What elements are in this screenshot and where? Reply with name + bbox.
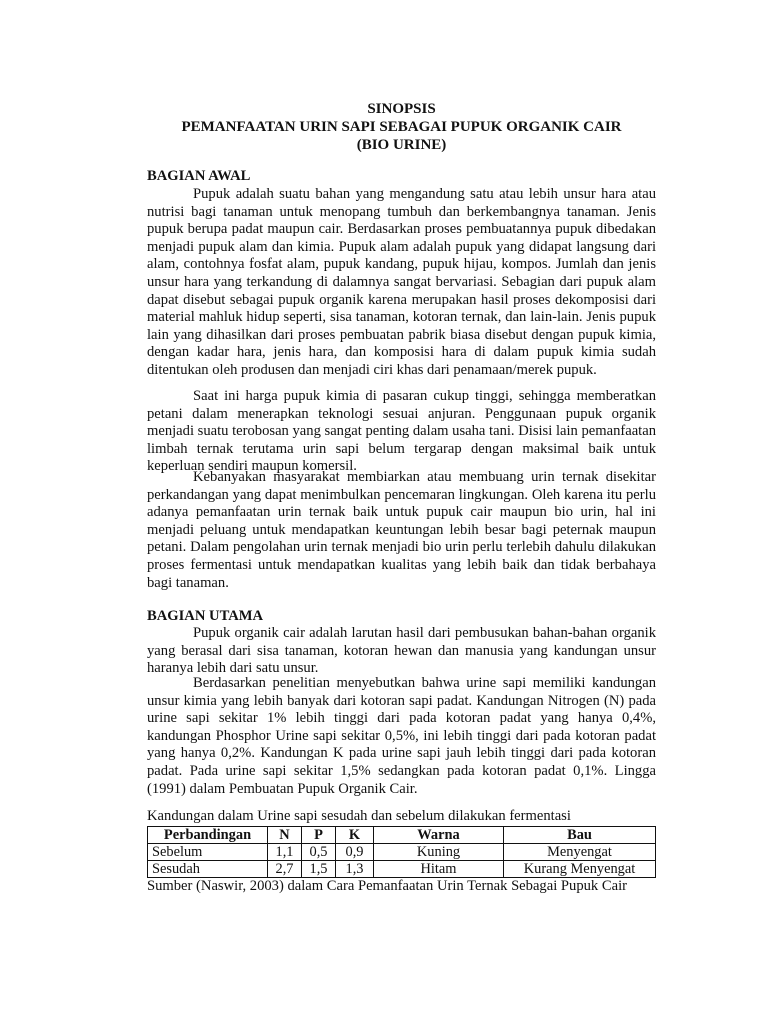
title-line-2: PEMANFAATAN URIN SAPI SEBAGAI PUPUK ORGANIK CAIR xyxy=(181,119,622,135)
paragraph-awal-2: Saat ini harga pupuk kimia di pasaran cukup tinggi, sehingga memberatkan petani dalam menerapkan teknologi sesuai anjuran. Penggunaan pupuk organik menjadi suatu terobosan yang sangat penting dalam usaha tani. Disisi lain pemanfaatan limbah ternak terutama urin sapi belum tergarap dengan maksimal baik untuk keperluan sendiri maupun komersil. xyxy=(147,388,657,475)
cell-p: 1,5 xyxy=(302,861,336,878)
cell-perbandingan: Sebelum xyxy=(148,844,268,861)
title-line-3: (BIO URINE) xyxy=(356,137,447,153)
section-heading-awal: BAGIAN AWAL xyxy=(147,168,251,184)
header-bau: Bau xyxy=(504,827,656,844)
table-source: Sumber (Naswir, 2003) dalam Cara Pemanfaatan Urin Ternak Sebagai Pupuk Cair xyxy=(147,878,627,894)
cell-warna: Kuning xyxy=(374,844,504,861)
data-table xyxy=(147,826,656,878)
paragraph-utama-2: Berdasarkan penelitian menyebutkan bahwa urine sapi memiliki kandungan unsur kimia yang lebih banyak dari kotoran sapi padat. Kandungan Nitrogen (N) pada urine sapi sekitar 1% lebih tinggi dari pada kotoran padat yang hanya 0,4%, kandungan Phosphor Urine sapi sekitar 0,5%, ini lebih tinggi dari pada kotoran padat yang hanya 0,2%. Kandungan K pada urine sapi jauh lebih tinggi dari pada kotoran padat. Pada urine sapi sekitar 1,5% sedangkan pada kotoran padat 0,1%. Lingga (1991) dalam Pembuatan Pupuk Organik Cair. xyxy=(147,675,656,797)
table-row xyxy=(148,861,656,878)
cell-warna: Hitam xyxy=(374,861,504,878)
header-warna: Warna xyxy=(374,827,504,844)
header-perbandingan: Perbandingan xyxy=(148,827,268,844)
cell-n: 1,1 xyxy=(268,844,302,861)
paragraph-awal-3: Kebanyakan masyarakat membiarkan atau membuang urin ternak disekitar perkandangan yang dapat menimbulkan pencemaran lingkungan. Oleh karena itu perlu adanya pemanfaatan urin ternak baik untuk pupuk cair maupun bio urin, hal ini menjadi peluang untuk mendapatkan keuntungan lebih besar bagi peternak maupun petani. Dalam pengolahan urin ternak menjadi bio urin perlu terlebih dahulu dilakukan proses fermentasi untuk mendapatkan kualitas yang lebih baik dan tidak berbahaya bagi tanaman. xyxy=(147,469,656,591)
paragraph-utama-1: Pupuk organik cair adalah larutan hasil dari pembusukan bahan-bahan organik yang berasal dari sisa tanaman, kotoran hewan dan manusia yang kandungan unsur haranya lebih dari satu unsur. xyxy=(147,625,656,677)
cell-n: 2,7 xyxy=(268,861,302,878)
header-p: P xyxy=(302,827,336,844)
cell-k: 0,9 xyxy=(336,844,374,861)
cell-bau: Menyengat xyxy=(504,844,656,861)
cell-perbandingan: Sesudah xyxy=(148,861,268,878)
document-title xyxy=(147,100,656,154)
title-line-1: SINOPSIS xyxy=(367,101,436,117)
table-row xyxy=(148,844,656,861)
header-n: N xyxy=(268,827,302,844)
paragraph-awal-1: Pupuk adalah suatu bahan yang mengandung satu atau lebih unsur hara atau nutrisi bagi tanaman untuk menopang tumbuh dan berkembangnya tanaman. Jenis pupuk berupa padat maupun cair. Berdasarkan proses pembuatannya pupuk dibedakan menjadi pupuk alam dan kimia. Pupuk alam adalah pupuk yang didapat langsung dari alam, contohnya fosfat alam, pupuk kandang, pupuk hijau, kompos. Jumlah dan jenis unsur hara yang terkandung di dalamnya sangat bervariasi. Sebagian dari pupuk alam dapat disebut sebagai pupuk organik karena merupakan hasil proses dekomposisi dari material mahluk hidup seperti, sisa tanaman, kotoran ternak, dan lain-lain. Jenis pupuk lain yang dihasilkan dari proses pembuatan pabrik biasa disebut dengan pupuk kimia, dengan kadar hara, jenis hara, dan komposisi hara di dalam pupuk kimia sudah ditentukan oleh produsen dan menjadi ciri khas dari penamaan/merek pupuk. xyxy=(147,186,656,378)
table-caption: Kandungan dalam Urine sapi sesudah dan sebelum dilakukan fermentasi xyxy=(147,808,571,824)
cell-k: 1,3 xyxy=(336,861,374,878)
header-k: K xyxy=(336,827,374,844)
cell-p: 0,5 xyxy=(302,844,336,861)
section-heading-utama: BAGIAN UTAMA xyxy=(147,608,264,624)
table-header-row xyxy=(148,827,656,844)
cell-bau: Kurang Menyengat xyxy=(504,861,656,878)
